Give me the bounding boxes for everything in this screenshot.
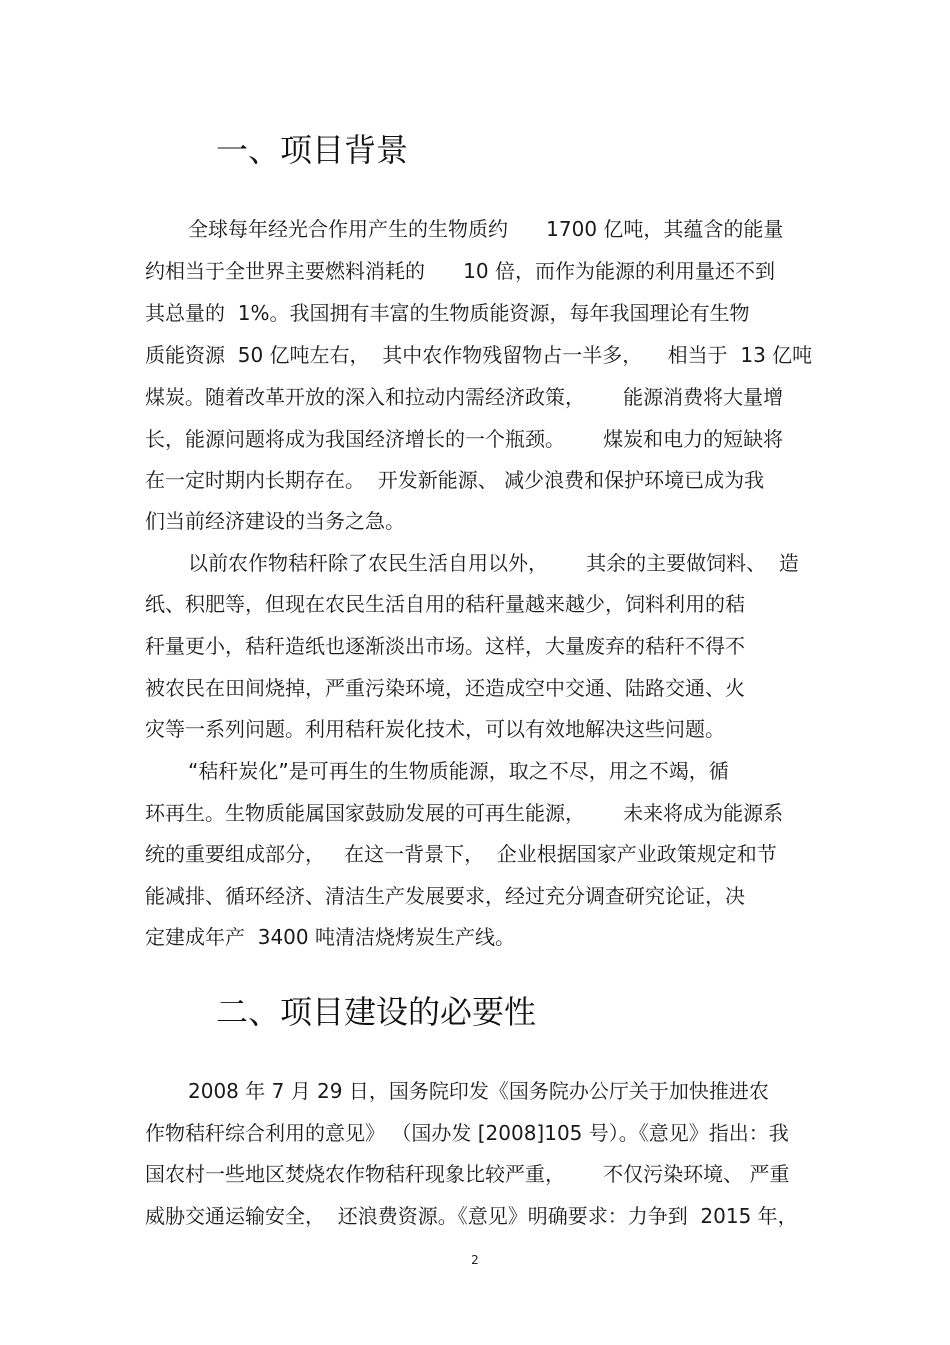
paragraph-line: 能减排、循环经济、清洁生产发展要求，经过充分调查研究论证，决 xyxy=(145,884,745,908)
paragraph-line: 灾等一系列问题。利用秸秆炭化技术，可以有效地解决这些问题。 xyxy=(145,717,725,741)
page-number: 2 xyxy=(471,1253,479,1267)
paragraph-line: 环再生。生物质能属国家鼓励发展的可再生能源， 未来将成为能源系 xyxy=(145,801,784,825)
paragraph-line: 威胁交通运输安全， 还浪费资源。《意见》明确要求：力争到 2015 年， xyxy=(145,1204,798,1228)
paragraph-line: 在一定时期内长期存在。 开发新能源、 减少浪费和保护环境已成为我 xyxy=(145,468,765,492)
section-heading-necessity: 二、项目建设的必要性 xyxy=(216,993,537,1031)
paragraph-line: 们当前经济建设的当务之急。 xyxy=(145,509,405,533)
paragraph-line: 秆量更小，秸秆造纸也逐渐淡出市场。这样，大量废弃的秸秆不得不 xyxy=(145,634,745,658)
paragraph-line: 全球每年经光合作用产生的生物质约 1700 亿吨，其蕴含的能量 xyxy=(188,217,784,241)
paragraph-line: 国农村一些地区焚烧农作物秸秆现象比较严重， 不仅污染环境、 严重 xyxy=(145,1162,790,1186)
paragraph-line: 纸、积肥等，但现在农民生活自用的秸秆量越来越少，饲料利用的秸 xyxy=(145,592,745,616)
paragraph-line: 定建成年产 3400 吨清洁烧烤炭生产线。 xyxy=(145,925,515,949)
paragraph-line: “秸秆炭化”是可再生的生物质能源，取之不尽，用之不竭，循 xyxy=(188,759,729,783)
section-heading-background: 一、项目背景 xyxy=(216,131,409,169)
paragraph-line: 长，能源问题将成为我国经济增长的一个瓶颈。 煤炭和电力的短缺将 xyxy=(145,427,784,451)
paragraph-line: 质能资源 50 亿吨左右， 其中农作物残留物占一半多， 相当于 13 亿吨 xyxy=(145,343,813,367)
paragraph-line: 作物秸秆综合利用的意见》 （国办发 [2008]105 号）。《意见》指出：我 xyxy=(145,1121,789,1145)
paragraph-line: 其总量的 1%。我国拥有丰富的生物质能资源，每年我国理论有生物 xyxy=(145,301,750,325)
paragraph-line: 以前农作物秸秆除了农民生活自用以外， 其余的主要做饲料、 造 xyxy=(188,551,799,575)
paragraph-line: 约相当于全世界主要燃料消耗的 10 倍，而作为能源的利用量还不到 xyxy=(145,259,775,283)
paragraph-line: 煤炭。随着改革开放的深入和拉动内需经济政策， 能源消费将大量增 xyxy=(145,385,784,409)
paragraph-line: 统的重要组成部分， 在这一背景下， 企业根据国家产业政策规定和节 xyxy=(145,842,777,866)
paragraph-line: 被农民在田间烧掉，严重污染环境，还造成空中交通、陆路交通、火 xyxy=(145,676,745,700)
paragraph-line: 2008 年 7 月 29 日，国务院印发《国务院办公厅关于加快推进农 xyxy=(188,1079,769,1103)
